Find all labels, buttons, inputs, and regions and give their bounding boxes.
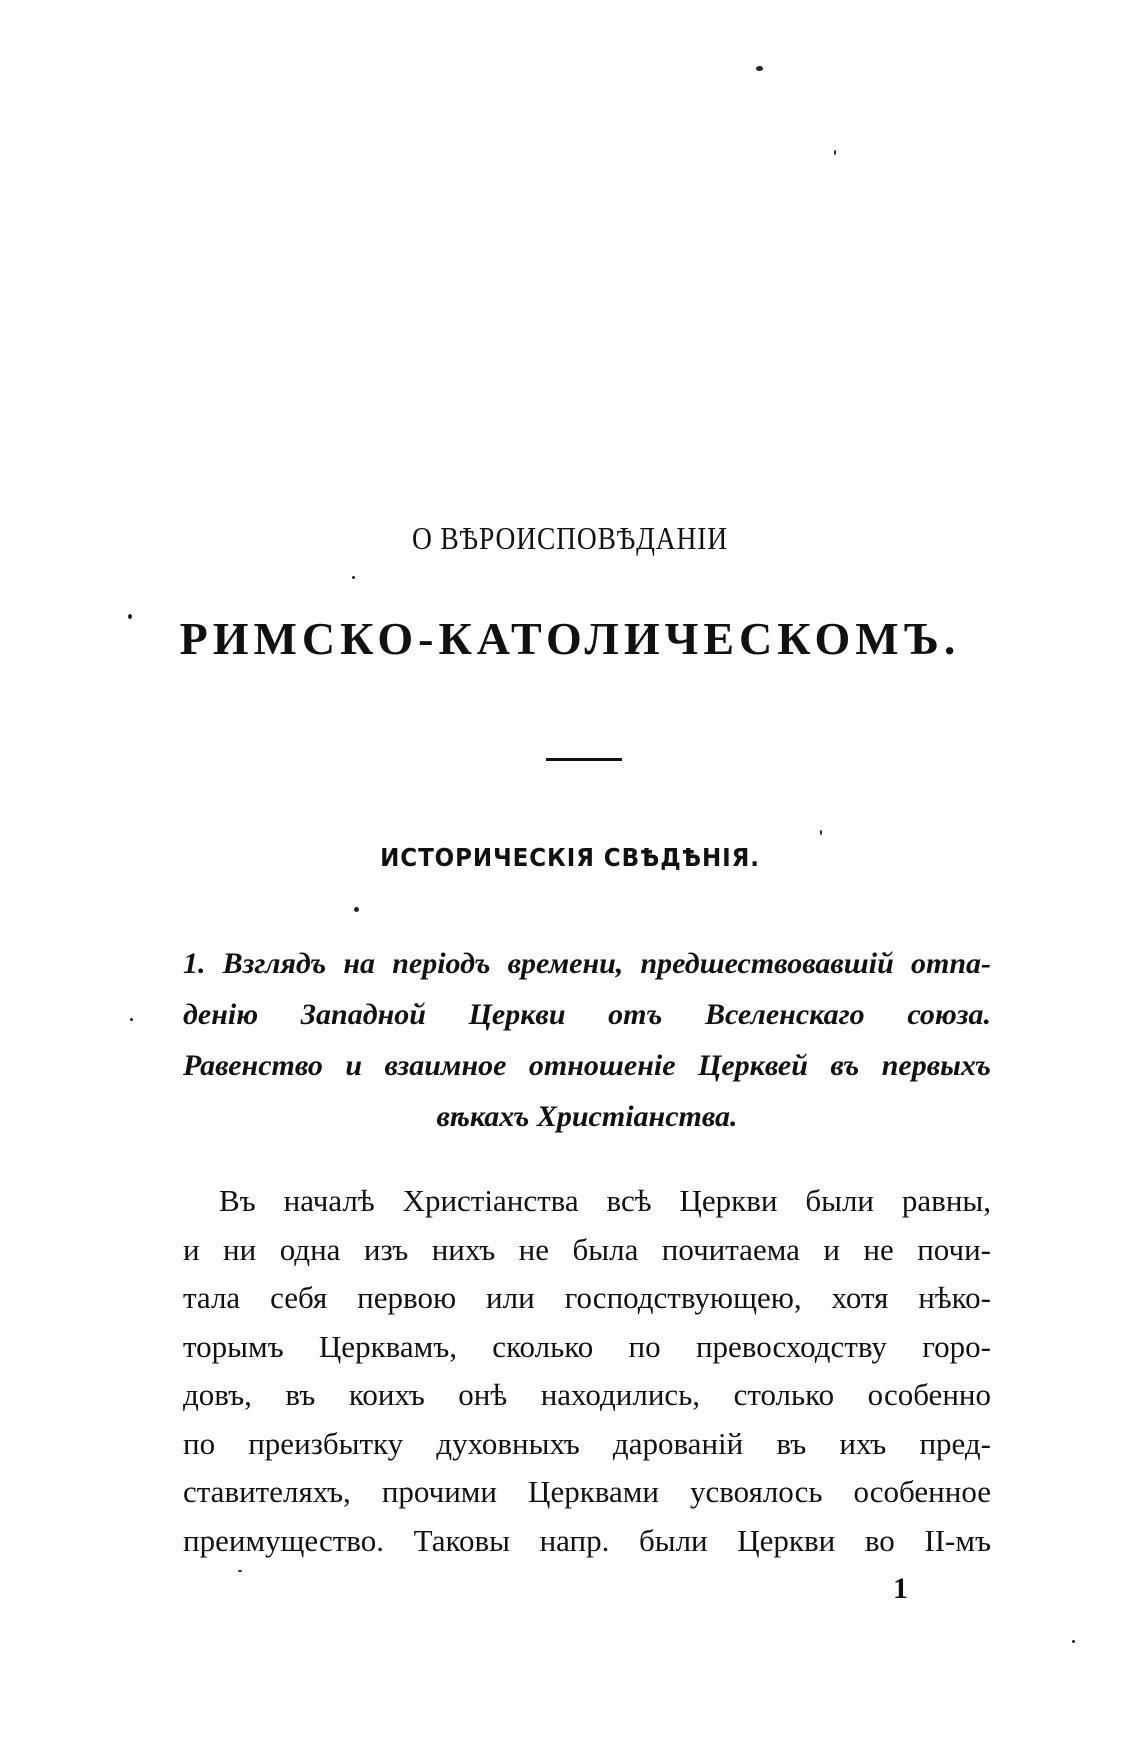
subsection-line: Равенство и взаимное отношеніе Церквей въ первыхъ xyxy=(183,1049,991,1082)
scan-speck xyxy=(130,1018,133,1021)
scan-speck xyxy=(238,1570,242,1572)
title-large: РИМСКО-КАТОЛИЧЕСКОМЪ. xyxy=(179,613,961,664)
scan-speck xyxy=(352,576,355,579)
body-line: и ни одна изъ нихъ не была почитаема и не почи- xyxy=(183,1231,991,1267)
body-line: ставителяхъ, прочими Церквами усвоялось особенное xyxy=(183,1474,991,1509)
body-paragraph xyxy=(183,1177,991,1565)
body-line: преимущество. Таковы напр. были Церкви во II-мъ xyxy=(183,1522,991,1558)
title-small: О ВѢРОИСПОВѢДАНІИ xyxy=(411,520,729,556)
scan-speck xyxy=(1072,1640,1075,1643)
section-heading: ИСТОРИЧЕСКІЯ СВѢДѢНІЯ. xyxy=(380,843,760,872)
scan-speck xyxy=(128,614,132,619)
body-line: по преизбытку духовныхъ дарованій въ ихъ пред- xyxy=(183,1425,991,1461)
body-line: Въ началѣ Христіанства всѣ Церкви были равны, xyxy=(219,1183,991,1218)
body-line: довъ, въ коихъ онѣ находились, столько особенно xyxy=(183,1377,991,1412)
scan-speck xyxy=(820,830,822,835)
subsection-heading xyxy=(183,938,991,1142)
title-divider-rule xyxy=(546,758,622,761)
scan-speck xyxy=(756,66,763,71)
page-number: 1 xyxy=(893,1572,908,1605)
scan-speck xyxy=(354,907,359,912)
body-line: тала себя первою или господствующею, хотя нѣко- xyxy=(183,1280,991,1315)
subsection-line: денію Западной Церкви отъ Вселенскаго союза. xyxy=(183,998,991,1031)
scan-speck xyxy=(834,150,836,155)
subsection-line: вѣкахъ Христіанства. xyxy=(436,1100,738,1133)
subsection-line: 1. Взглядъ на періодъ времени, предшествовавшій отпа- xyxy=(183,947,991,980)
body-line: торымъ Церквамъ, сколько по превосходству горо- xyxy=(183,1328,991,1364)
